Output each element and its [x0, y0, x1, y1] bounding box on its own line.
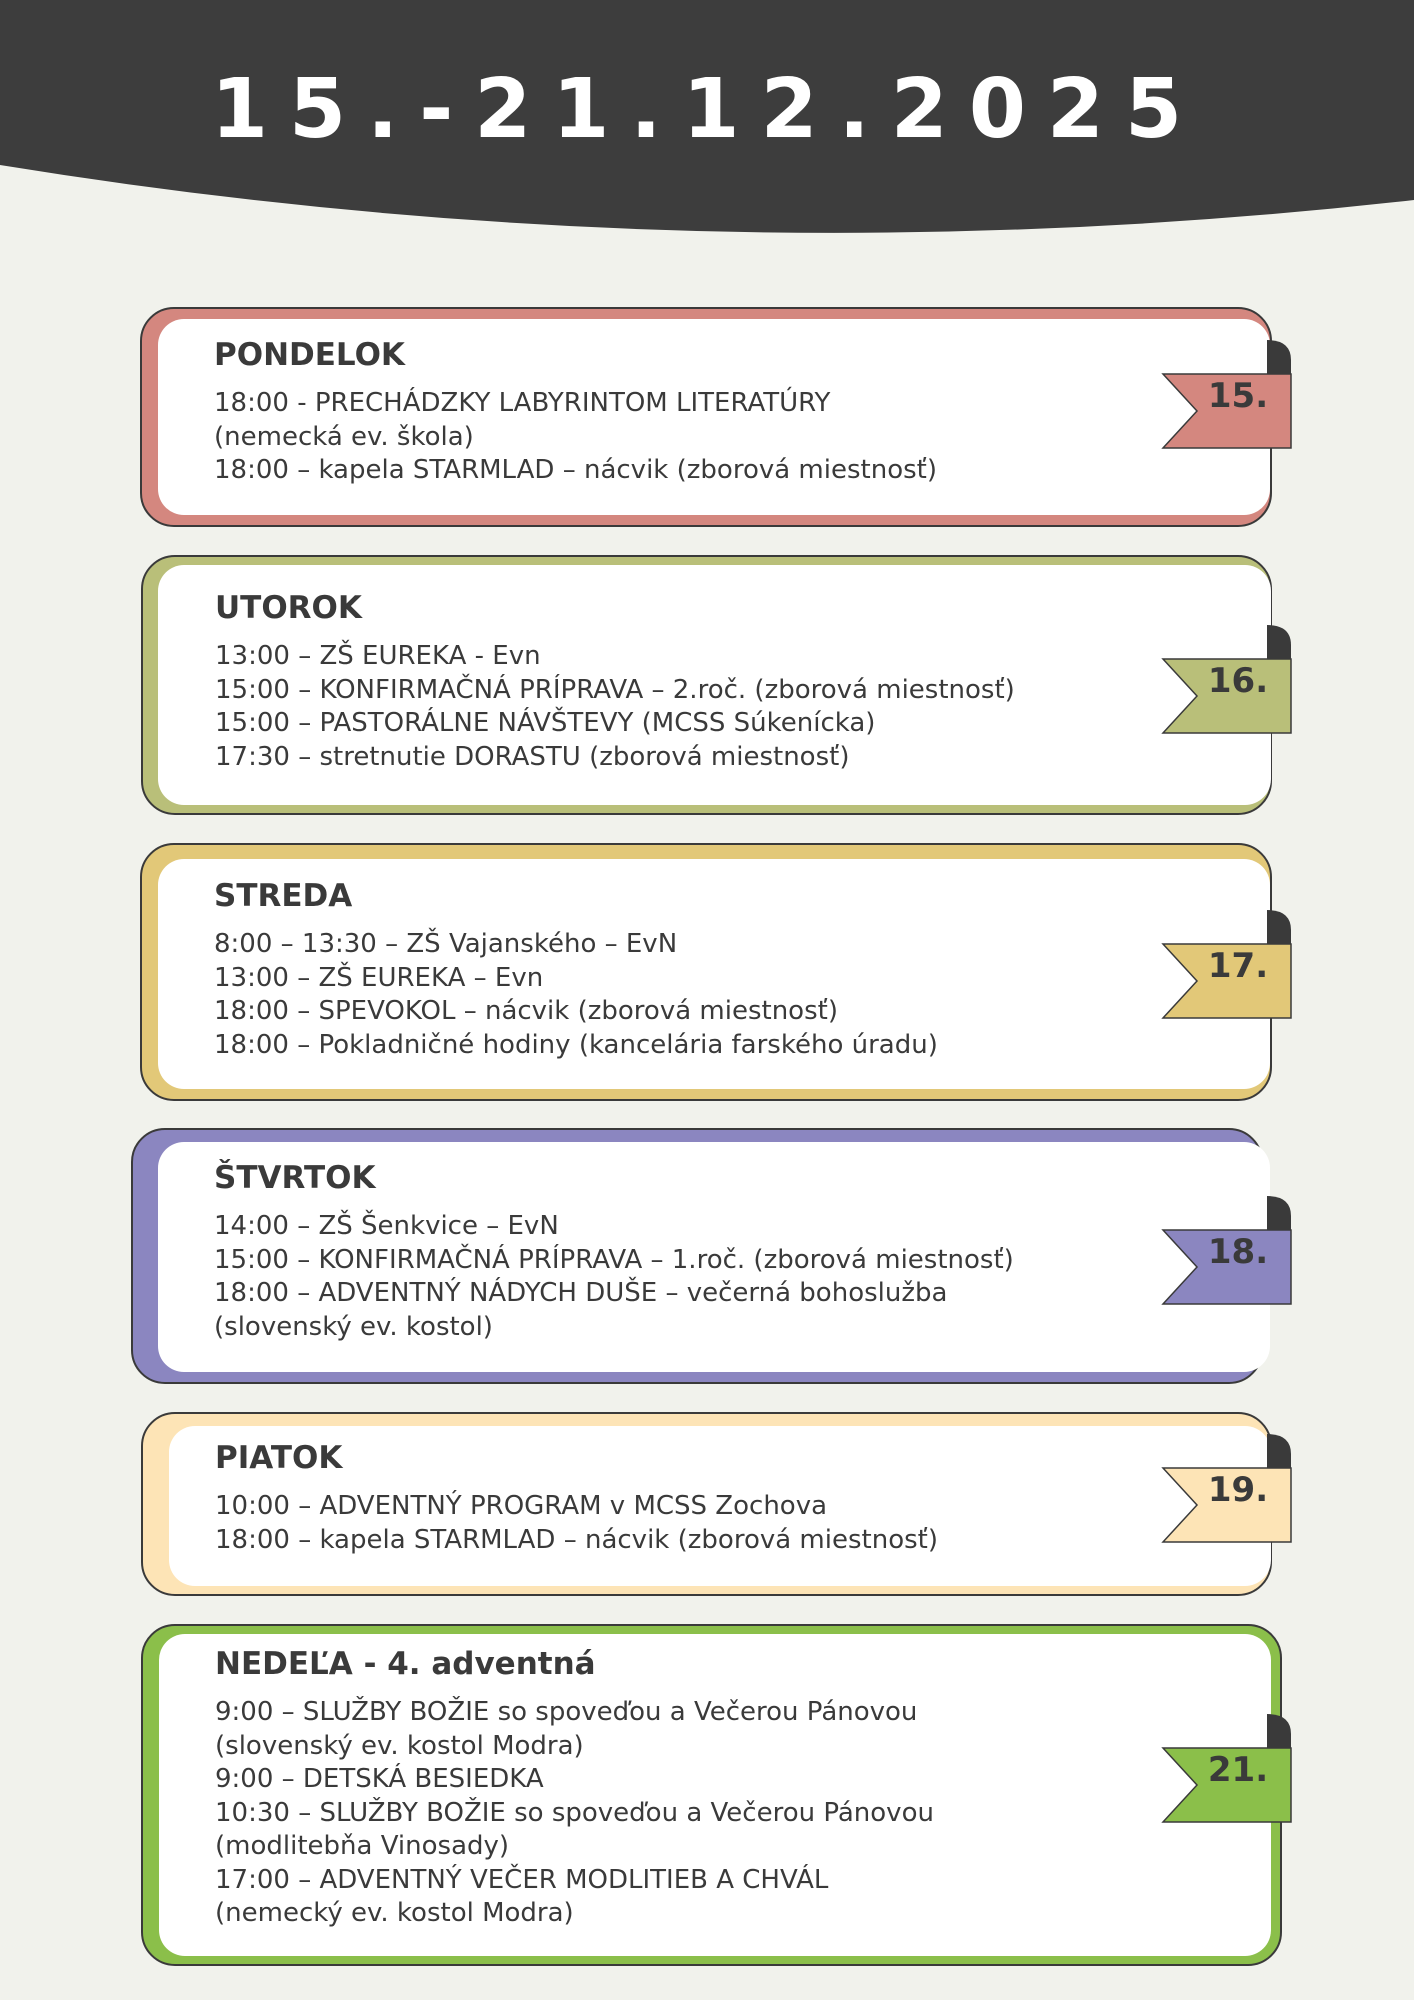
ribbon-fold: [1267, 1714, 1291, 1748]
date-ribbon-15: [1163, 338, 1291, 450]
ribbon-fold: [1267, 340, 1291, 374]
event-line: (nemecký ev. kostol Modra): [215, 1898, 574, 1928]
event-line: 18:00 – kapela STARMLAD – nácvik (zborová miestnosť): [215, 1524, 938, 1555]
event-line: 15:00 – PASTORÁLNE NÁVŠTEVY (MCSS Súkenícka): [215, 708, 876, 738]
day-name: PIATOK: [215, 1440, 343, 1476]
event-line: 9:00 – DETSKÁ BESIEDKA: [215, 1764, 544, 1794]
event-line: 15:00 – KONFIRMAČNÁ PRÍPRAVA – 1.roč. (zborová miestnosť): [214, 1244, 1014, 1275]
ribbon-fold: [1267, 625, 1291, 659]
day-name: ŠTVRTOK: [214, 1160, 376, 1196]
date-number: 17.: [1207, 946, 1269, 986]
event-line: (modlitebňa Vinosady): [215, 1831, 510, 1861]
event-line: 10:00 – ADVENTNÝ PROGRAM v MCSS Zochova: [215, 1491, 828, 1521]
card-content: [215, 1440, 1092, 1557]
day-name: PONDELOK: [214, 337, 405, 373]
date-number: 16.: [1207, 661, 1269, 701]
card-content: [214, 878, 1092, 1062]
date-ribbon-17: [1163, 908, 1291, 1020]
ribbon-fold: [1267, 910, 1291, 944]
event-line: 9:00 – SLUŽBY BOŽIE so spoveďou a Večerou Pánovou: [215, 1697, 918, 1727]
card-content: [214, 337, 1092, 488]
date-number: 15.: [1207, 376, 1269, 416]
date-range-title: 15.-21.12.2025: [210, 62, 1204, 157]
event-line: 18:00 – kapela STARMLAD – nácvik (zborová miestnosť): [214, 455, 937, 485]
event-line: 17:00 – ADVENTNÝ VEČER MODLITIEB A CHVÁL: [215, 1864, 829, 1895]
event-line: 17:30 – stretnutie DORASTU (zborová miestnosť): [215, 741, 850, 772]
date-number: 21.: [1207, 1750, 1269, 1790]
date-ribbon-18: [1163, 1194, 1291, 1306]
day-name: UTOROK: [215, 590, 362, 626]
event-line: 10:30 – SLUŽBY BOŽIE so spoveďou a Večerou Pánovou: [215, 1797, 934, 1828]
header-banner: [0, 0, 1414, 240]
day-card-piatok: [141, 1412, 1272, 1596]
day-card-utorok: [141, 555, 1272, 815]
event-line: (nemecká ev. škola): [214, 421, 474, 452]
event-line: (slovenský ev. kostol): [214, 1311, 493, 1342]
date-number: 18.: [1207, 1232, 1269, 1272]
ribbon-fold: [1267, 1196, 1291, 1230]
day-card-streda: [140, 843, 1272, 1101]
event-line: 18:00 - PRECHÁDZKY LABYRINTOM LITERATÚRY: [214, 388, 831, 418]
day-card-pondelok: [140, 307, 1272, 527]
card-content: [215, 1646, 1102, 1931]
event-line: 8:00 – 13:30 – ZŠ Vajanského – EvN: [214, 929, 678, 959]
event-line: 18:00 – ADVENTNÝ NÁDYCH DUŠE – večerná bohoslužba: [214, 1278, 948, 1308]
event-line: 18:00 – Pokladničné hodiny (kancelária farského úradu): [214, 1029, 938, 1060]
date-ribbon-19: [1163, 1432, 1291, 1544]
date-ribbon-16: [1163, 623, 1291, 735]
event-line: 15:00 – KONFIRMAČNÁ PRÍPRAVA – 2.roč. (zborová miestnosť): [215, 674, 1015, 705]
event-line: 14:00 – ZŠ Šenkvice – EvN: [214, 1211, 559, 1241]
card-content: [215, 590, 1092, 774]
day-name: NEDEĽA - 4. adventná: [215, 1646, 596, 1682]
date-number: 19.: [1207, 1470, 1269, 1510]
card-content: [214, 1160, 1083, 1344]
day-card-stvrtok: [131, 1128, 1263, 1384]
date-ribbon-21: [1163, 1712, 1291, 1824]
day-name: STREDA: [214, 878, 353, 914]
event-line: 18:00 – SPEVOKOL – nácvik (zborová miestnosť): [214, 996, 838, 1026]
ribbon-fold: [1267, 1434, 1291, 1468]
day-card-nedela: [141, 1624, 1282, 1966]
event-line: 13:00 – ZŠ EUREKA - Evn: [215, 641, 541, 671]
event-line: (slovenský ev. kostol Modra): [215, 1730, 584, 1761]
event-line: 13:00 – ZŠ EUREKA – Evn: [214, 962, 544, 993]
